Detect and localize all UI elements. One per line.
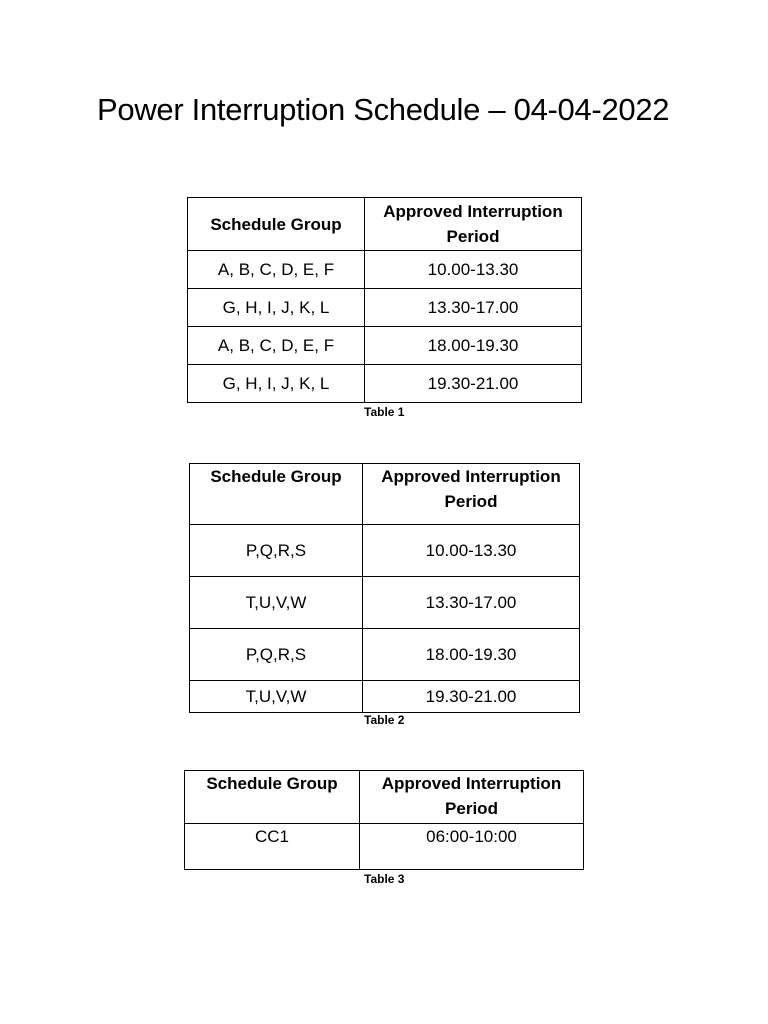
interruption-period-cell: 10.00-13.30: [365, 251, 582, 289]
table-row: [185, 824, 584, 870]
column-header-interruption-period: Approved Interruption Period: [363, 464, 580, 525]
schedule-group-cell: A, B, C, D, E, F: [188, 327, 365, 365]
schedule-table-3: [184, 770, 584, 870]
schedule-group-cell: T,U,V,W: [190, 577, 363, 629]
schedule-group-cell: A, B, C, D, E, F: [188, 251, 365, 289]
table-header-row: [185, 771, 584, 824]
interruption-period-cell: 19.30-21.00: [365, 365, 582, 403]
interruption-period-cell: 19.30-21.00: [363, 681, 580, 713]
table-row: [190, 681, 580, 713]
table-row: [190, 525, 580, 577]
column-header-schedule-group: Schedule Group: [188, 198, 365, 251]
interruption-period-cell: 18.00-19.30: [365, 327, 582, 365]
table-row: [190, 577, 580, 629]
interruption-period-cell: 18.00-19.30: [363, 629, 580, 681]
page-title: Power Interruption Schedule – 04-04-2022: [97, 92, 670, 127]
schedule-group-cell: P,Q,R,S: [190, 629, 363, 681]
table-header-row: [188, 198, 582, 251]
table-header-row: [190, 464, 580, 525]
schedule-group-cell: G, H, I, J, K, L: [188, 365, 365, 403]
column-header-interruption-period: Approved Interruption Period: [365, 198, 582, 251]
table-caption-2: Table 2: [364, 713, 405, 727]
column-header-interruption-period: Approved Interruption Period: [360, 771, 584, 824]
table-row: [188, 251, 582, 289]
table-caption-3: Table 3: [364, 872, 405, 886]
table-row: [188, 289, 582, 327]
column-header-schedule-group: Schedule Group: [185, 771, 360, 824]
interruption-period-cell: 13.30-17.00: [365, 289, 582, 327]
table-caption-1: Table 1: [364, 405, 405, 419]
table-row: [188, 365, 582, 403]
interruption-period-cell: 06:00-10:00: [360, 824, 584, 870]
schedule-group-cell: G, H, I, J, K, L: [188, 289, 365, 327]
schedule-group-cell: T,U,V,W: [190, 681, 363, 713]
schedule-table-1: [187, 197, 582, 403]
interruption-period-cell: 10.00-13.30: [363, 525, 580, 577]
schedule-group-cell: CC1: [185, 824, 360, 870]
schedule-group-cell: P,Q,R,S: [190, 525, 363, 577]
column-header-schedule-group: Schedule Group: [190, 464, 363, 525]
interruption-period-cell: 13.30-17.00: [363, 577, 580, 629]
table-row: [188, 327, 582, 365]
table-row: [190, 629, 580, 681]
schedule-table-2: [189, 463, 580, 713]
